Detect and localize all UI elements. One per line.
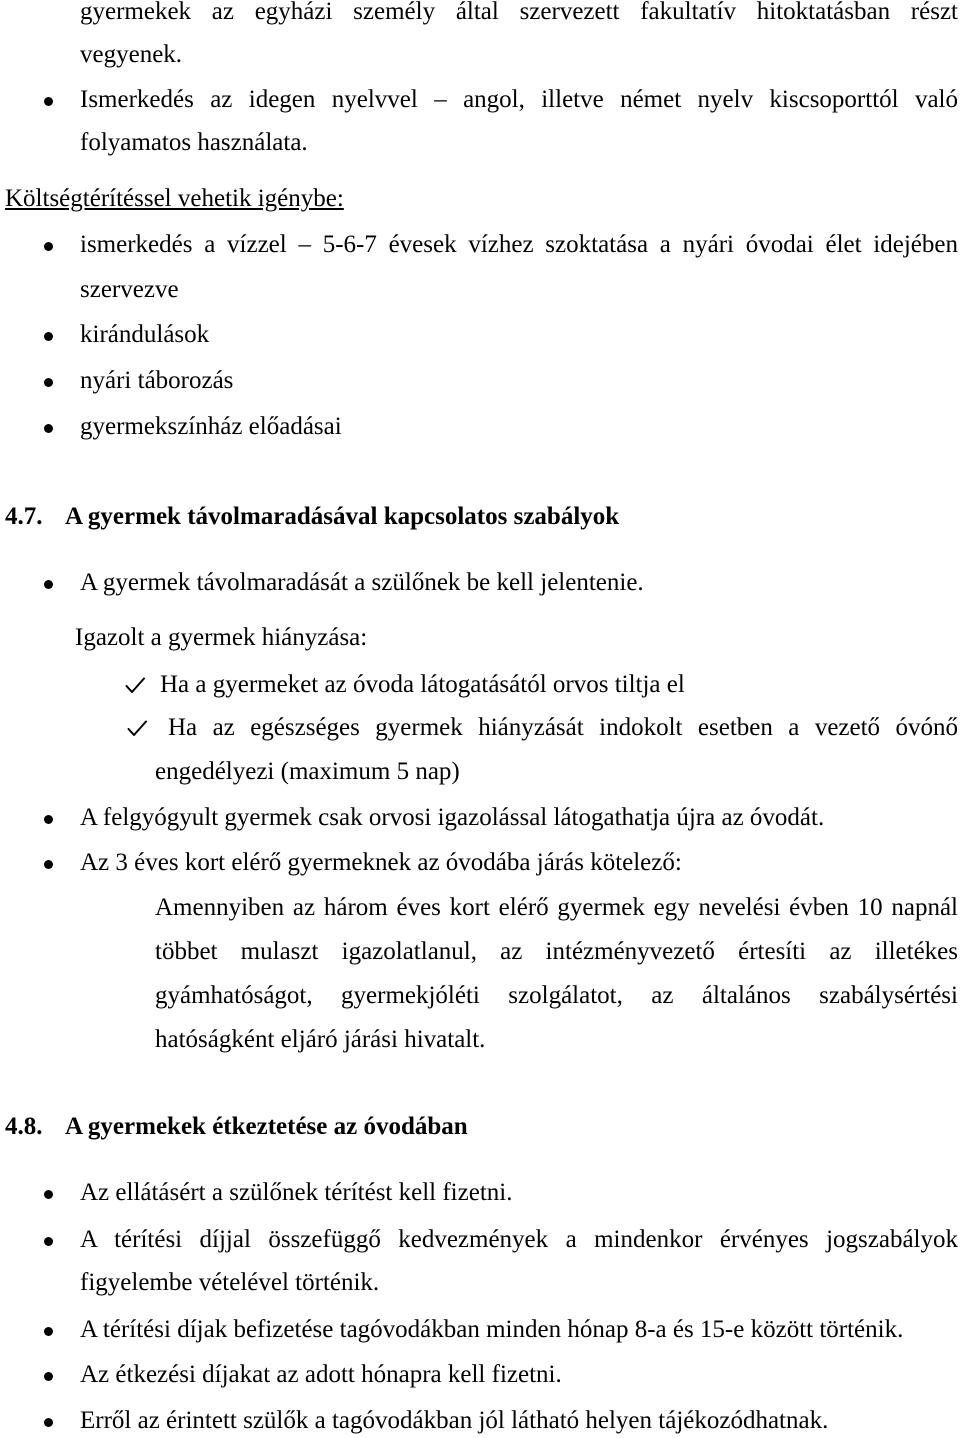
section-number: 4.8. (5, 1113, 43, 1140)
list-item-text: Az 3 éves kort elérő gyermeknek az óvodába járás kötelező: (80, 849, 682, 876)
bullet-icon (44, 242, 53, 251)
list-item-text: gyermekszínház előadásai (80, 413, 342, 440)
checklist-item-text: Ha a gyermeket az óvoda látogatásától orvos tiltja el (160, 671, 685, 698)
bullet-icon (44, 1372, 53, 1381)
note-line: hatóságként eljáró járási hivatalt. (155, 1026, 486, 1053)
checkmark-icon (125, 677, 145, 694)
checkmark-icon (127, 720, 147, 737)
checklist-item-text: Ha az egészséges gyermek hiányzását indokolt esetben a vezető óvónő (168, 714, 958, 741)
section-number: 4.7. (5, 503, 43, 530)
list-item-text: A felgyógyult gyermek csak orvosi igazolással látogathatja újra az óvodát. (80, 804, 825, 831)
bullet-icon (44, 1418, 53, 1427)
bullet-icon (44, 332, 53, 341)
excused-absence-label: Igazolt a gyermek hiányzása: (75, 624, 368, 651)
list-item-text: Ismerkedés az idegen nyelvvel – angol, illetve német nyelv kiscsoporttól való (80, 86, 958, 113)
section-title: A gyermekek étkeztetése az óvodában (65, 1113, 468, 1140)
bullet-icon (44, 1237, 53, 1246)
bullet-icon (44, 580, 53, 589)
list-item-text: ismerkedés a vízzel – 5-6-7 évesek vízhez szoktatása a nyári óvodai élet idejében (80, 231, 958, 258)
list-item-text: A térítési díjak befizetése tagóvodákban minden hónap 8-a és 15-e között történik. (80, 1316, 904, 1343)
note-line: Amennyiben az három éves kort elérő gyermek egy nevelési évben 10 napnál (155, 894, 958, 921)
checklist-item-text: engedélyezi (maximum 5 nap) (155, 758, 460, 785)
bullet-icon (44, 815, 53, 824)
bullet-icon (44, 424, 53, 433)
list-item-text: Erről az érintett szülők a tagóvodákban jól látható helyen tájékozódhatnak. (80, 1407, 829, 1434)
bullet-icon (44, 1190, 53, 1199)
paid-services-heading: Költségtérítéssel vehetik igénybe: (5, 185, 344, 212)
bullet-icon (44, 97, 53, 106)
list-item-text: kirándulások (80, 321, 210, 348)
list-item-text: nyári táborozás (80, 367, 234, 394)
bullet-icon (44, 860, 53, 869)
list-item-text: folyamatos használata. (80, 129, 308, 156)
list-item-text: gyermekek az egyházi személy által szervezett fakultatív hitoktatásban részt (80, 0, 958, 25)
list-item-text: A térítési díjjal összefüggő kedvezmények a mindenkor érvényes jogszabályok (80, 1226, 958, 1253)
note-line: többet mulaszt igazolatlanul, az intézményvezető értesíti az illetékes (155, 938, 958, 965)
checkmark-stroke (129, 722, 147, 736)
checkmark-stroke (127, 679, 145, 693)
list-item-text: szervezve (80, 276, 179, 303)
list-item-text: A gyermek távolmaradását a szülőnek be kell jelentenie. (80, 569, 644, 596)
list-item-text: Az étkezési díjakat az adott hónapra kell fizetni. (80, 1361, 562, 1388)
bullet-icon (44, 1327, 53, 1336)
list-item-text: vegyenek. (80, 41, 183, 68)
list-item-text: Az ellátásért a szülőnek térítést kell fizetni. (80, 1179, 513, 1206)
bullet-icon (44, 378, 53, 387)
note-line: gyámhatóságot, gyermekjóléti szolgálatot, az általános szabálysértési (155, 982, 958, 1009)
section-title: A gyermek távolmaradásával kapcsolatos szabályok (65, 503, 620, 530)
list-item-text: figyelembe vételével történik. (80, 1269, 380, 1296)
